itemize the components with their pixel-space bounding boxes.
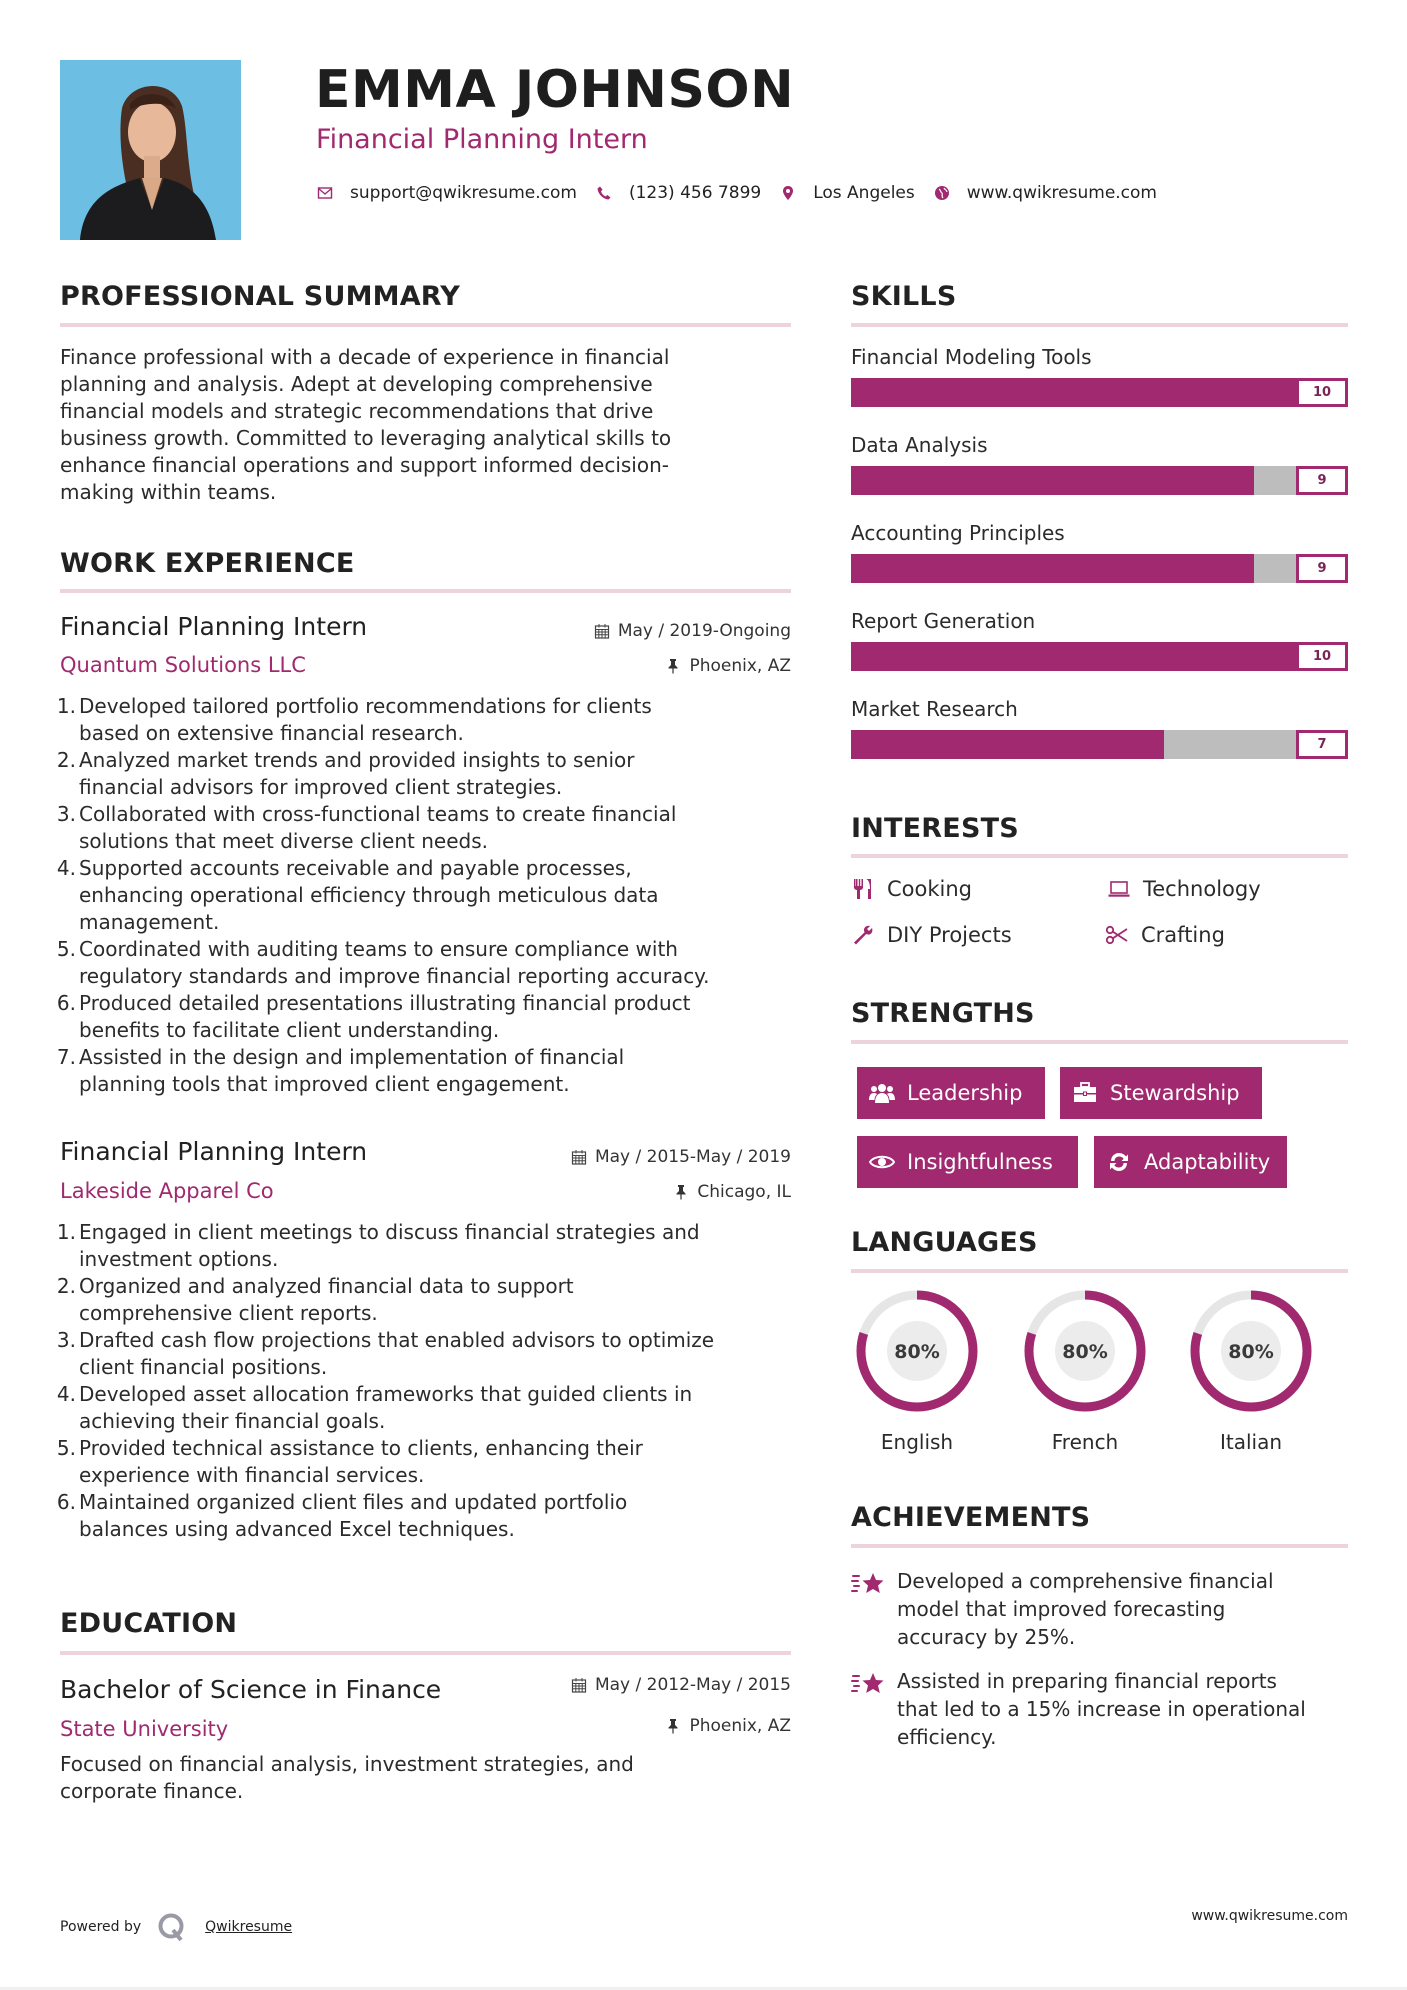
skill-value: 10 bbox=[1296, 642, 1348, 671]
list-item bbox=[56, 1044, 800, 1098]
list-line: Organized and analyzed financial data to support bbox=[79, 1274, 574, 1298]
list-line: Developed tailored portfolio recommendations for clients bbox=[79, 694, 652, 718]
list-line: comprehensive client reports. bbox=[79, 1301, 378, 1325]
list-line: Engaged in client meetings to discuss financial strategies and bbox=[79, 1220, 700, 1244]
skill-bar bbox=[851, 378, 1348, 407]
pushpin-icon bbox=[665, 1718, 681, 1734]
job-dates bbox=[571, 1146, 791, 1168]
interests-divider bbox=[851, 854, 1348, 858]
list-line: balances using advanced Excel techniques. bbox=[79, 1517, 515, 1541]
experience-heading: WORK EXPERIENCE bbox=[60, 548, 355, 579]
candidate-title: Financial Planning Intern bbox=[316, 124, 648, 155]
language-label: French bbox=[1051, 1430, 1119, 1454]
interest-label: Crafting bbox=[1141, 923, 1225, 947]
scissors-icon bbox=[1105, 923, 1129, 947]
strength-label: Stewardship bbox=[1110, 1081, 1240, 1105]
list-item bbox=[56, 747, 800, 801]
laptop-icon bbox=[1107, 877, 1131, 901]
skill-label: Report Generation bbox=[851, 609, 1036, 633]
skill-bar bbox=[851, 466, 1348, 495]
list-item bbox=[56, 1273, 800, 1327]
skill-value: 10 bbox=[1296, 378, 1348, 407]
achievements-divider bbox=[851, 1544, 1348, 1548]
list-line: client financial positions. bbox=[79, 1355, 328, 1379]
list-item bbox=[56, 855, 800, 936]
interest-item bbox=[851, 875, 972, 903]
education-line: corporate finance. bbox=[60, 1779, 244, 1803]
skill-value: 7 bbox=[1296, 730, 1348, 759]
list-item bbox=[56, 1435, 800, 1489]
languages-heading: LANGUAGES bbox=[851, 1227, 1038, 1258]
language-progress-ring bbox=[855, 1289, 979, 1413]
users-icon bbox=[869, 1082, 895, 1104]
interest-label: Technology bbox=[1143, 877, 1261, 901]
list-line: Produced detailed presentations illustrating financial product bbox=[79, 991, 691, 1015]
job-location bbox=[673, 1181, 791, 1203]
contact-phone[interactable] bbox=[595, 183, 761, 203]
list-line: solutions that meet diverse client needs. bbox=[79, 829, 488, 853]
list-line: enhancing operational efficiency through meticulous data bbox=[79, 883, 659, 907]
strength-badge bbox=[857, 1067, 1045, 1119]
skill-bar-fill bbox=[851, 642, 1348, 671]
job-title: Financial Planning Intern bbox=[60, 612, 368, 641]
skill-bar bbox=[851, 554, 1348, 583]
language-item bbox=[1176, 1289, 1326, 1455]
wrench-icon bbox=[851, 923, 875, 947]
list-number: 4. bbox=[56, 1382, 76, 1406]
education-location bbox=[665, 1715, 791, 1737]
list-line: Supported accounts receivable and payable processes, bbox=[79, 856, 632, 880]
list-item bbox=[56, 1327, 800, 1381]
interest-item bbox=[1107, 875, 1261, 903]
list-line: Collaborated with cross-functional teams to create financial bbox=[79, 802, 677, 826]
list-line: benefits to facilitate client understanding. bbox=[79, 1018, 500, 1042]
list-item bbox=[56, 1219, 800, 1273]
language-percent: 80% bbox=[1228, 1341, 1274, 1363]
education-description bbox=[60, 1751, 800, 1805]
skill-bar-fill bbox=[851, 466, 1254, 495]
summary-heading: PROFESSIONAL SUMMARY bbox=[60, 281, 461, 312]
achievement-item bbox=[851, 1567, 1348, 1651]
job-location bbox=[665, 655, 791, 677]
achievement-line: Developed a comprehensive financial bbox=[897, 1569, 1274, 1593]
job-company: Lakeside Apparel Co bbox=[60, 1179, 274, 1203]
interest-label: Cooking bbox=[887, 877, 972, 901]
strengths-heading: STRENGTHS bbox=[851, 998, 1035, 1029]
qwikresume-link[interactable]: Qwikresume bbox=[205, 1919, 293, 1935]
skill-label: Market Research bbox=[851, 697, 1018, 721]
powered-by-label: Powered by bbox=[60, 1919, 142, 1935]
education-location-text: Phoenix, AZ bbox=[689, 1716, 791, 1736]
list-number: 1. bbox=[56, 1220, 76, 1244]
list-number: 6. bbox=[56, 1490, 76, 1514]
skill-value: 9 bbox=[1296, 466, 1348, 495]
list-line: Developed asset allocation frameworks that guided clients in bbox=[79, 1382, 693, 1406]
skill-label: Financial Modeling Tools bbox=[851, 345, 1092, 369]
contact-phone-text: (123) 456 7899 bbox=[628, 183, 762, 203]
skill-item bbox=[851, 608, 1348, 671]
summary-line: planning and analysis. Adept at developing comprehensive bbox=[60, 372, 653, 396]
summary-line: business growth. Committed to leveraging analytical skills to bbox=[60, 426, 672, 450]
achievement-line: that led to a 15% increase in operational bbox=[897, 1697, 1306, 1721]
briefcase-icon bbox=[1072, 1082, 1098, 1104]
shooting-star-icon bbox=[851, 1670, 887, 1698]
calendar-icon bbox=[571, 1677, 587, 1693]
list-line: planning tools that improved client engagement. bbox=[79, 1072, 570, 1096]
interest-item bbox=[1105, 921, 1225, 949]
list-number: 3. bbox=[56, 802, 76, 826]
skill-item bbox=[851, 696, 1348, 759]
list-item bbox=[56, 1381, 800, 1435]
envelope-icon bbox=[316, 184, 334, 202]
summary-text bbox=[60, 344, 800, 506]
cutlery-icon bbox=[851, 877, 875, 901]
list-item bbox=[56, 1489, 800, 1543]
globe-icon bbox=[933, 184, 951, 202]
skills-divider bbox=[851, 323, 1348, 327]
education-heading: EDUCATION bbox=[60, 1608, 238, 1639]
footer-powered-by bbox=[60, 1912, 292, 1942]
list-number: 7. bbox=[56, 1045, 76, 1069]
achievement-line: accuracy by 25%. bbox=[897, 1625, 1076, 1649]
job-dates-text: May / 2019-Ongoing bbox=[617, 621, 791, 641]
skill-value: 9 bbox=[1296, 554, 1348, 583]
skill-label: Data Analysis bbox=[851, 433, 988, 457]
phone-icon bbox=[595, 184, 613, 202]
contact-location bbox=[779, 183, 915, 203]
achievement-text bbox=[897, 1667, 1347, 1751]
interests-heading: INTERESTS bbox=[851, 813, 1019, 844]
experience-divider bbox=[60, 589, 791, 593]
education-line: Focused on financial analysis, investment strategies, and bbox=[60, 1752, 634, 1776]
skills-heading: SKILLS bbox=[851, 281, 957, 312]
skill-label: Accounting Principles bbox=[851, 521, 1065, 545]
school-name: State University bbox=[60, 1717, 229, 1741]
pushpin-icon bbox=[673, 1184, 689, 1200]
pushpin-icon bbox=[665, 658, 681, 674]
summary-line: financial models and strategic recommendations that drive bbox=[60, 399, 654, 423]
strengths-divider bbox=[851, 1040, 1348, 1044]
skill-bar-fill bbox=[851, 730, 1164, 759]
list-number: 5. bbox=[56, 1436, 76, 1460]
job-location-text: Phoenix, AZ bbox=[689, 656, 791, 676]
education-divider bbox=[60, 1651, 791, 1655]
list-line: investment options. bbox=[79, 1247, 279, 1271]
summary-line: enhance financial operations and support informed decision- bbox=[60, 453, 669, 477]
list-line: Drafted cash flow projections that enabled advisors to optimize bbox=[79, 1328, 715, 1352]
job-title: Financial Planning Intern bbox=[60, 1137, 368, 1166]
language-percent: 80% bbox=[894, 1341, 940, 1363]
list-item bbox=[56, 693, 800, 747]
candidate-name: EMMA JOHNSON bbox=[315, 60, 795, 120]
list-item bbox=[56, 801, 800, 855]
list-line: Coordinated with auditing teams to ensure compliance with bbox=[79, 937, 678, 961]
calendar-icon bbox=[571, 1149, 587, 1165]
degree-title: Bachelor of Science in Finance bbox=[60, 1675, 442, 1704]
list-number: 1. bbox=[56, 694, 76, 718]
skill-item bbox=[851, 432, 1348, 495]
profile-photo bbox=[60, 60, 241, 240]
achievement-text bbox=[897, 1567, 1347, 1651]
list-line: based on extensive financial research. bbox=[79, 721, 464, 745]
list-number: 5. bbox=[56, 937, 76, 961]
list-line: Analyzed market trends and provided insights to senior bbox=[79, 748, 635, 772]
summary-line: making within teams. bbox=[60, 480, 277, 504]
summary-line: Finance professional with a decade of experience in financial bbox=[60, 345, 670, 369]
contact-row bbox=[316, 180, 1175, 206]
language-progress-ring bbox=[1023, 1289, 1147, 1413]
list-line: Maintained organized client files and updated portfolio bbox=[79, 1490, 628, 1514]
calendar-icon bbox=[594, 623, 610, 639]
education-dates-text: May / 2012-May / 2015 bbox=[594, 1675, 791, 1695]
achievement-line: model that improved forecasting bbox=[897, 1597, 1226, 1621]
list-line: management. bbox=[79, 910, 220, 934]
summary-divider bbox=[60, 323, 791, 327]
footer-website[interactable]: www.qwikresume.com bbox=[1191, 1908, 1348, 1924]
skill-bar-fill bbox=[851, 554, 1254, 583]
achievement-line: efficiency. bbox=[897, 1725, 997, 1749]
contact-email[interactable] bbox=[316, 183, 577, 203]
job-dates-text: May / 2015-May / 2019 bbox=[594, 1147, 791, 1167]
job-bullets bbox=[56, 693, 800, 1098]
language-progress-ring bbox=[1189, 1289, 1313, 1413]
interest-label: DIY Projects bbox=[887, 923, 1012, 947]
skill-bar-fill bbox=[851, 378, 1348, 407]
job-company: Quantum Solutions LLC bbox=[60, 653, 306, 677]
list-number: 6. bbox=[56, 991, 76, 1015]
contact-website[interactable] bbox=[933, 183, 1157, 203]
contact-email-text: support@qwikresume.com bbox=[350, 183, 577, 203]
achievement-item bbox=[851, 1667, 1348, 1751]
list-number: 4. bbox=[56, 856, 76, 880]
strength-badge bbox=[1094, 1136, 1287, 1188]
interest-item bbox=[851, 921, 1012, 949]
list-item bbox=[56, 990, 800, 1044]
contact-website-text: www.qwikresume.com bbox=[966, 183, 1157, 203]
list-line: financial advisors for improved client strategies. bbox=[79, 775, 563, 799]
eye-icon bbox=[869, 1151, 895, 1173]
languages-divider bbox=[851, 1269, 1348, 1273]
refresh-icon bbox=[1106, 1151, 1132, 1173]
job-bullets bbox=[56, 1219, 800, 1543]
language-item bbox=[1010, 1289, 1160, 1455]
education-dates bbox=[571, 1674, 791, 1696]
list-line: achieving their financial goals. bbox=[79, 1409, 386, 1433]
achievements-heading: ACHIEVEMENTS bbox=[851, 1502, 1091, 1533]
language-item bbox=[842, 1289, 992, 1455]
skill-bar bbox=[851, 730, 1348, 759]
list-item bbox=[56, 936, 800, 990]
contact-location-text: Los Angeles bbox=[813, 183, 915, 203]
language-percent: 80% bbox=[1062, 1341, 1108, 1363]
strength-label: Insightfulness bbox=[907, 1150, 1053, 1174]
shooting-star-icon bbox=[851, 1570, 887, 1598]
job-location-text: Chicago, IL bbox=[697, 1182, 791, 1202]
list-line: Assisted in the design and implementation of financial bbox=[79, 1045, 625, 1069]
strength-label: Adaptability bbox=[1144, 1150, 1271, 1174]
strength-badge bbox=[857, 1136, 1078, 1188]
list-line: Provided technical assistance to clients, enhancing their bbox=[79, 1436, 643, 1460]
map-marker-icon bbox=[779, 184, 797, 202]
list-number: 3. bbox=[56, 1328, 76, 1352]
language-label: Italian bbox=[1219, 1430, 1283, 1454]
list-line: experience with financial services. bbox=[79, 1463, 425, 1487]
skill-bar bbox=[851, 642, 1348, 671]
list-number: 2. bbox=[56, 748, 76, 772]
list-number: 2. bbox=[56, 1274, 76, 1298]
achievement-line: Assisted in preparing financial reports bbox=[897, 1669, 1277, 1693]
qwikresume-logo-icon bbox=[157, 1912, 187, 1942]
strength-label: Leadership bbox=[907, 1081, 1023, 1105]
strength-badge bbox=[1060, 1067, 1262, 1119]
list-line: regulatory standards and improve financial reporting accuracy. bbox=[79, 964, 710, 988]
person-portrait-icon bbox=[60, 60, 241, 240]
language-label: English bbox=[880, 1430, 954, 1454]
job-dates bbox=[594, 620, 791, 642]
skill-item bbox=[851, 344, 1348, 407]
skill-item bbox=[851, 520, 1348, 583]
